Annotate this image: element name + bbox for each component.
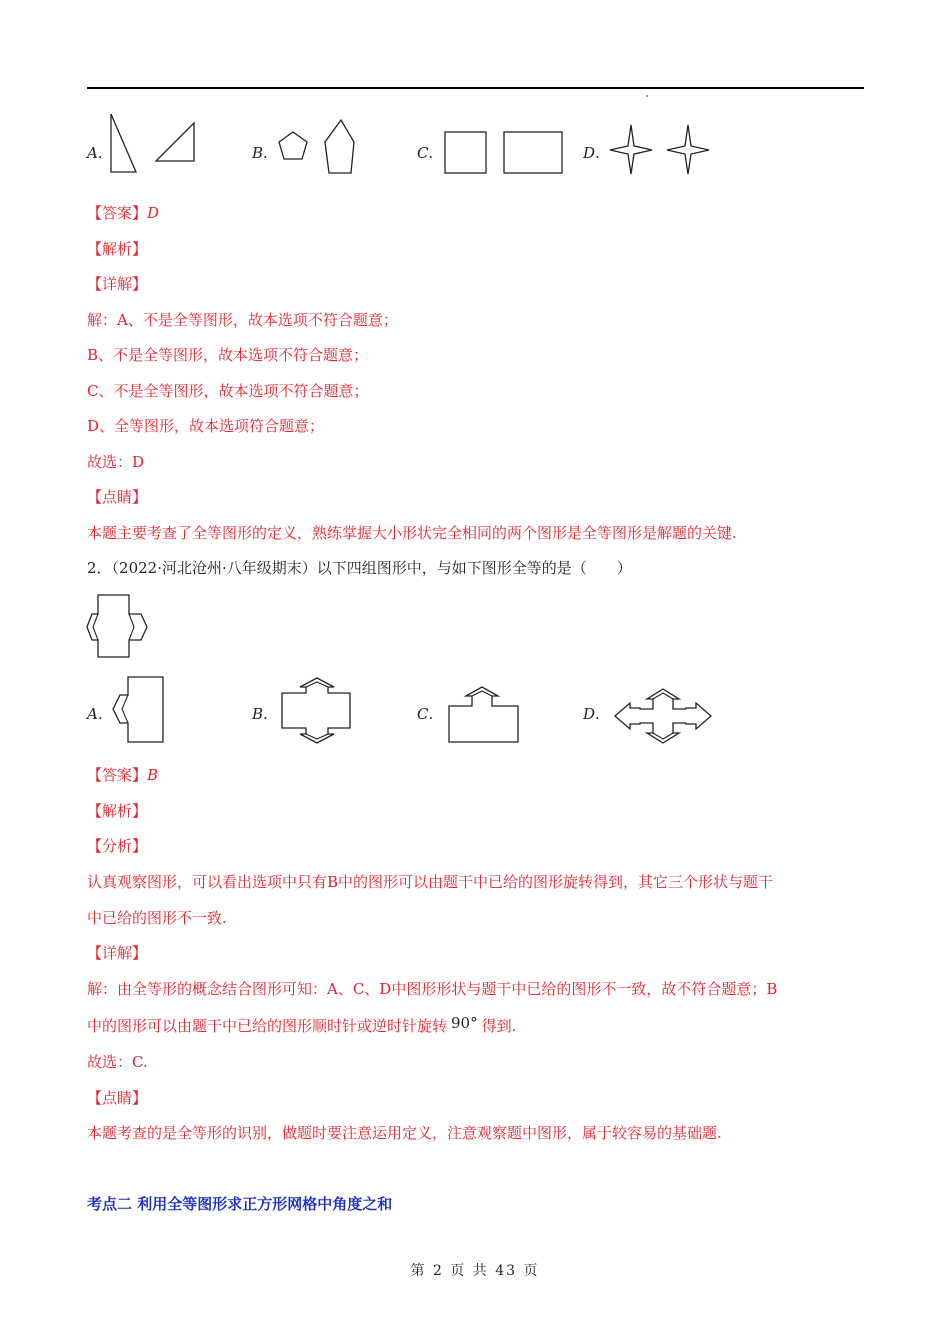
- q2-given-figure: [84, 594, 150, 660]
- q1-detail-line: D、全等图形，故本选项符合题意；: [87, 417, 325, 435]
- q1-option-c-label: C.: [417, 144, 434, 162]
- header-dot: [646, 95, 648, 97]
- q2-analyze-tag: 【分析】: [87, 837, 148, 855]
- q1-option-b-figure: [276, 116, 360, 178]
- q1-choose: 故选：D: [87, 453, 145, 471]
- q2-comment-tag: 【点睛】: [87, 1089, 148, 1107]
- section-title: 考点二 利用全等图形求正方形网格中角度之和: [87, 1195, 393, 1213]
- angle-value: 90°: [451, 1014, 478, 1032]
- q1-option-a-figure: [108, 112, 200, 178]
- q1-comment: 本题主要考查了全等图形的定义，熟练掌握大小形状完全相同的两个图形是全等图形是解题的关键.: [87, 524, 737, 542]
- q1-option-b-label: B.: [252, 144, 268, 162]
- q2-option-d-label: D.: [583, 705, 600, 723]
- q1-option-d-figure: [608, 122, 712, 178]
- page-footer: 第 2 页 共 43 页: [410, 1263, 540, 1279]
- q2-comment: 本题考查的是全等形的识别，做题时要注意运用定义，注意观察题中图形，属于较容易的基础题.: [87, 1124, 722, 1142]
- q1-option-a-label: A.: [87, 144, 103, 162]
- q1-detail-line: C、不是全等图形，故本选项不符合题意；: [87, 382, 369, 400]
- q2-choose: 故选：C.: [87, 1053, 148, 1071]
- q1-option-c-figure: [444, 130, 566, 176]
- q2-option-a-label: A.: [87, 705, 103, 723]
- header-rule: [87, 87, 864, 89]
- q2-analysis-tag: 【解析】: [87, 802, 148, 820]
- q2-answer: 【答案】B: [87, 766, 159, 784]
- q2-option-c-label: C.: [417, 705, 434, 723]
- q1-detail-tag: 【详解】: [87, 275, 148, 293]
- q2-detail-line: 中的图形可以由题干中已给的图形顺时针或逆时针旋转 90° 得到.: [87, 1014, 517, 1035]
- q2-option-c-figure: [446, 685, 524, 745]
- q1-analysis-tag: 【解析】: [87, 240, 148, 258]
- q1-answer: 【答案】D: [87, 204, 160, 222]
- q1-option-d-label: D.: [583, 144, 600, 162]
- q1-comment-tag: 【点睛】: [87, 488, 148, 506]
- q1-detail-line: B、不是全等图形，故本选项不符合题意；: [87, 346, 369, 364]
- q2-option-a-figure: [108, 675, 168, 745]
- q2-detail-line: 解：由全等形的概念结合图形可知：A、C、D中图形形状与题干中已给的图形不一致，故不符合题意；B: [87, 980, 778, 998]
- q2-analyze-line: 中已给的图形不一致.: [87, 909, 227, 927]
- q2-analyze-line: 认真观察图形，可以看出选项中只有B中的图形可以由题干中已给的图形旋转得到，其它三个形状与题干: [87, 873, 774, 891]
- q2-option-b-label: B.: [252, 705, 268, 723]
- q1-detail-line: 解：A、不是全等图形，故本选项不符合题意；: [87, 311, 398, 329]
- q2-stem: 2．（2022·河北沧州·八年级期末）以下四组图形中，与如下图形全等的是（ ）: [87, 559, 632, 577]
- q2-option-b-figure: [280, 676, 354, 746]
- q2-option-d-figure: [612, 686, 716, 746]
- q2-detail-tag: 【详解】: [87, 944, 148, 962]
